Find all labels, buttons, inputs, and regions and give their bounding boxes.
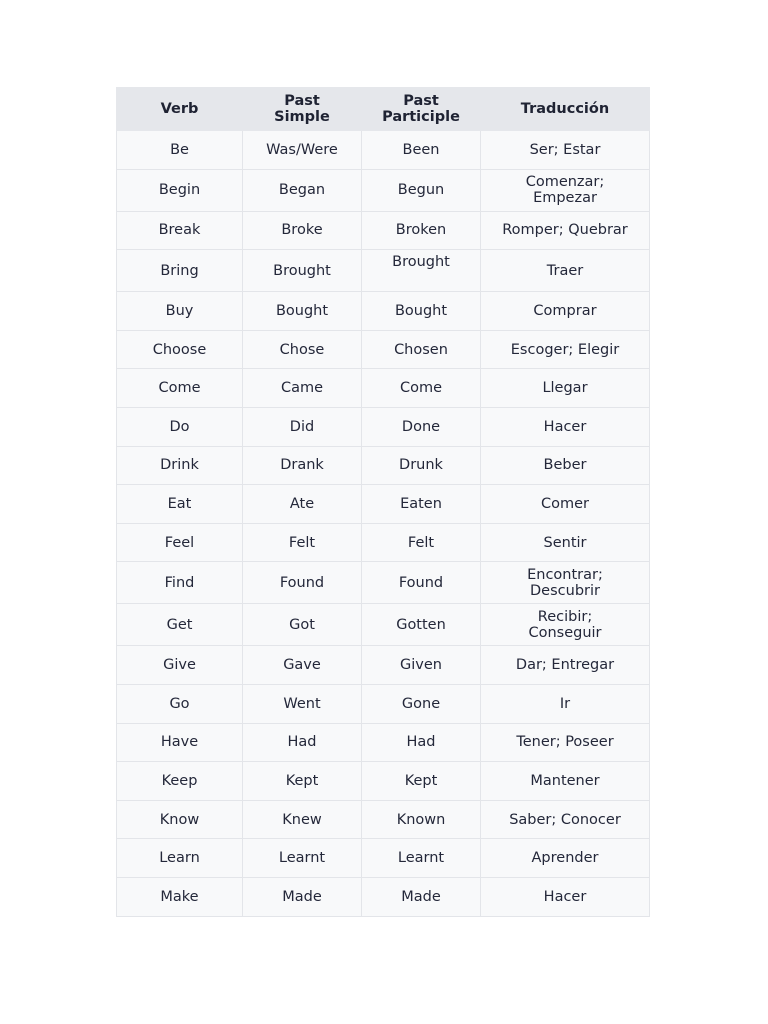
traduccion-cell: Encontrar; Descubrir — [481, 562, 650, 604]
verb-cell: Make — [117, 877, 243, 916]
table-row — [117, 250, 650, 292]
past-participle-cell: Eaten — [362, 485, 481, 524]
past-participle-cell: Known — [362, 800, 481, 839]
table-row — [117, 800, 650, 839]
table-row — [117, 604, 650, 646]
past-participle-cell: Learnt — [362, 839, 481, 878]
past-participle-cell: Broken — [362, 211, 481, 250]
traduccion-cell: Comer — [481, 485, 650, 524]
past-simple-cell: Gave — [243, 646, 362, 685]
past-simple-cell: Began — [243, 169, 362, 211]
header-past-participle: Past Participle — [362, 88, 481, 131]
past-participle-cell: Bought — [362, 292, 481, 331]
table-body — [117, 131, 650, 917]
table-header — [117, 88, 650, 131]
table-row — [117, 330, 650, 369]
past-participle-cell: Found — [362, 562, 481, 604]
past-participle-cell: Begun — [362, 169, 481, 211]
past-simple-cell: Found — [243, 562, 362, 604]
table-row — [117, 292, 650, 331]
verb-cell: Eat — [117, 485, 243, 524]
traduccion-cell: Escoger; Elegir — [481, 330, 650, 369]
verb-cell: Be — [117, 131, 243, 170]
past-simple-cell: Ate — [243, 485, 362, 524]
verb-cell: Choose — [117, 330, 243, 369]
verb-cell: Feel — [117, 523, 243, 562]
traduccion-cell: Dar; Entregar — [481, 646, 650, 685]
traduccion-cell: Beber — [481, 446, 650, 485]
verb-cell: Find — [117, 562, 243, 604]
past-simple-cell: Learnt — [243, 839, 362, 878]
table-row — [117, 369, 650, 408]
header-past-simple: Past Simple — [243, 88, 362, 131]
verb-cell: Know — [117, 800, 243, 839]
table-row — [117, 684, 650, 723]
past-participle-cell: Come — [362, 369, 481, 408]
past-participle-cell: Kept — [362, 762, 481, 801]
past-simple-cell: Brought — [243, 250, 362, 292]
table-row — [117, 762, 650, 801]
past-simple-cell: Knew — [243, 800, 362, 839]
past-simple-cell: Did — [243, 407, 362, 446]
table-row — [117, 407, 650, 446]
past-participle-cell: Given — [362, 646, 481, 685]
verb-cell: Learn — [117, 839, 243, 878]
table-row — [117, 646, 650, 685]
past-simple-cell: Got — [243, 604, 362, 646]
past-participle-cell: Done — [362, 407, 481, 446]
traduccion-cell: Mantener — [481, 762, 650, 801]
header-verb: Verb — [117, 88, 243, 131]
table-row — [117, 523, 650, 562]
traduccion-cell: Comprar — [481, 292, 650, 331]
irregular-verbs-table — [116, 87, 650, 917]
traduccion-cell: Aprender — [481, 839, 650, 878]
past-simple-cell: Kept — [243, 762, 362, 801]
past-simple-cell: Felt — [243, 523, 362, 562]
traduccion-cell: Recibir; Conseguir — [481, 604, 650, 646]
past-participle-cell: Drunk — [362, 446, 481, 485]
traduccion-cell: Tener; Poseer — [481, 723, 650, 762]
traduccion-cell: Hacer — [481, 407, 650, 446]
table-row — [117, 723, 650, 762]
traduccion-cell: Saber; Conocer — [481, 800, 650, 839]
verb-cell: Get — [117, 604, 243, 646]
traduccion-cell: Romper; Quebrar — [481, 211, 650, 250]
table-row — [117, 169, 650, 211]
verb-cell: Break — [117, 211, 243, 250]
verb-cell: Have — [117, 723, 243, 762]
table-row — [117, 562, 650, 604]
past-simple-cell: Broke — [243, 211, 362, 250]
past-participle-cell: Felt — [362, 523, 481, 562]
traduccion-cell: Hacer — [481, 877, 650, 916]
verb-cell: Give — [117, 646, 243, 685]
traduccion-cell: Comenzar; Empezar — [481, 169, 650, 211]
past-simple-cell: Had — [243, 723, 362, 762]
past-participle-cell: Chosen — [362, 330, 481, 369]
past-participle-cell: Gone — [362, 684, 481, 723]
traduccion-cell: Traer — [481, 250, 650, 292]
verb-cell: Keep — [117, 762, 243, 801]
verb-cell: Do — [117, 407, 243, 446]
past-participle-cell: Had — [362, 723, 481, 762]
past-participle-cell: Been — [362, 131, 481, 170]
traduccion-cell: Ser; Estar — [481, 131, 650, 170]
past-participle-cell: Made — [362, 877, 481, 916]
verb-cell: Buy — [117, 292, 243, 331]
traduccion-cell: Sentir — [481, 523, 650, 562]
verb-cell: Begin — [117, 169, 243, 211]
past-simple-cell: Bought — [243, 292, 362, 331]
table-row — [117, 211, 650, 250]
verb-cell: Come — [117, 369, 243, 408]
past-simple-cell: Made — [243, 877, 362, 916]
verb-cell: Go — [117, 684, 243, 723]
table-row — [117, 485, 650, 524]
past-simple-cell: Drank — [243, 446, 362, 485]
table-row — [117, 446, 650, 485]
traduccion-cell: Llegar — [481, 369, 650, 408]
table-row — [117, 839, 650, 878]
past-simple-cell: Chose — [243, 330, 362, 369]
past-simple-cell: Came — [243, 369, 362, 408]
table-row — [117, 131, 650, 170]
past-simple-cell: Went — [243, 684, 362, 723]
verb-cell: Drink — [117, 446, 243, 485]
past-participle-cell: Brought — [362, 250, 481, 292]
irregular-verbs-table-container — [116, 87, 649, 917]
past-participle-cell: Gotten — [362, 604, 481, 646]
traduccion-cell: Ir — [481, 684, 650, 723]
header-traduccion: Traducción — [481, 88, 650, 131]
table-row — [117, 877, 650, 916]
header-row — [117, 88, 650, 131]
past-simple-cell: Was/Were — [243, 131, 362, 170]
verb-cell: Bring — [117, 250, 243, 292]
